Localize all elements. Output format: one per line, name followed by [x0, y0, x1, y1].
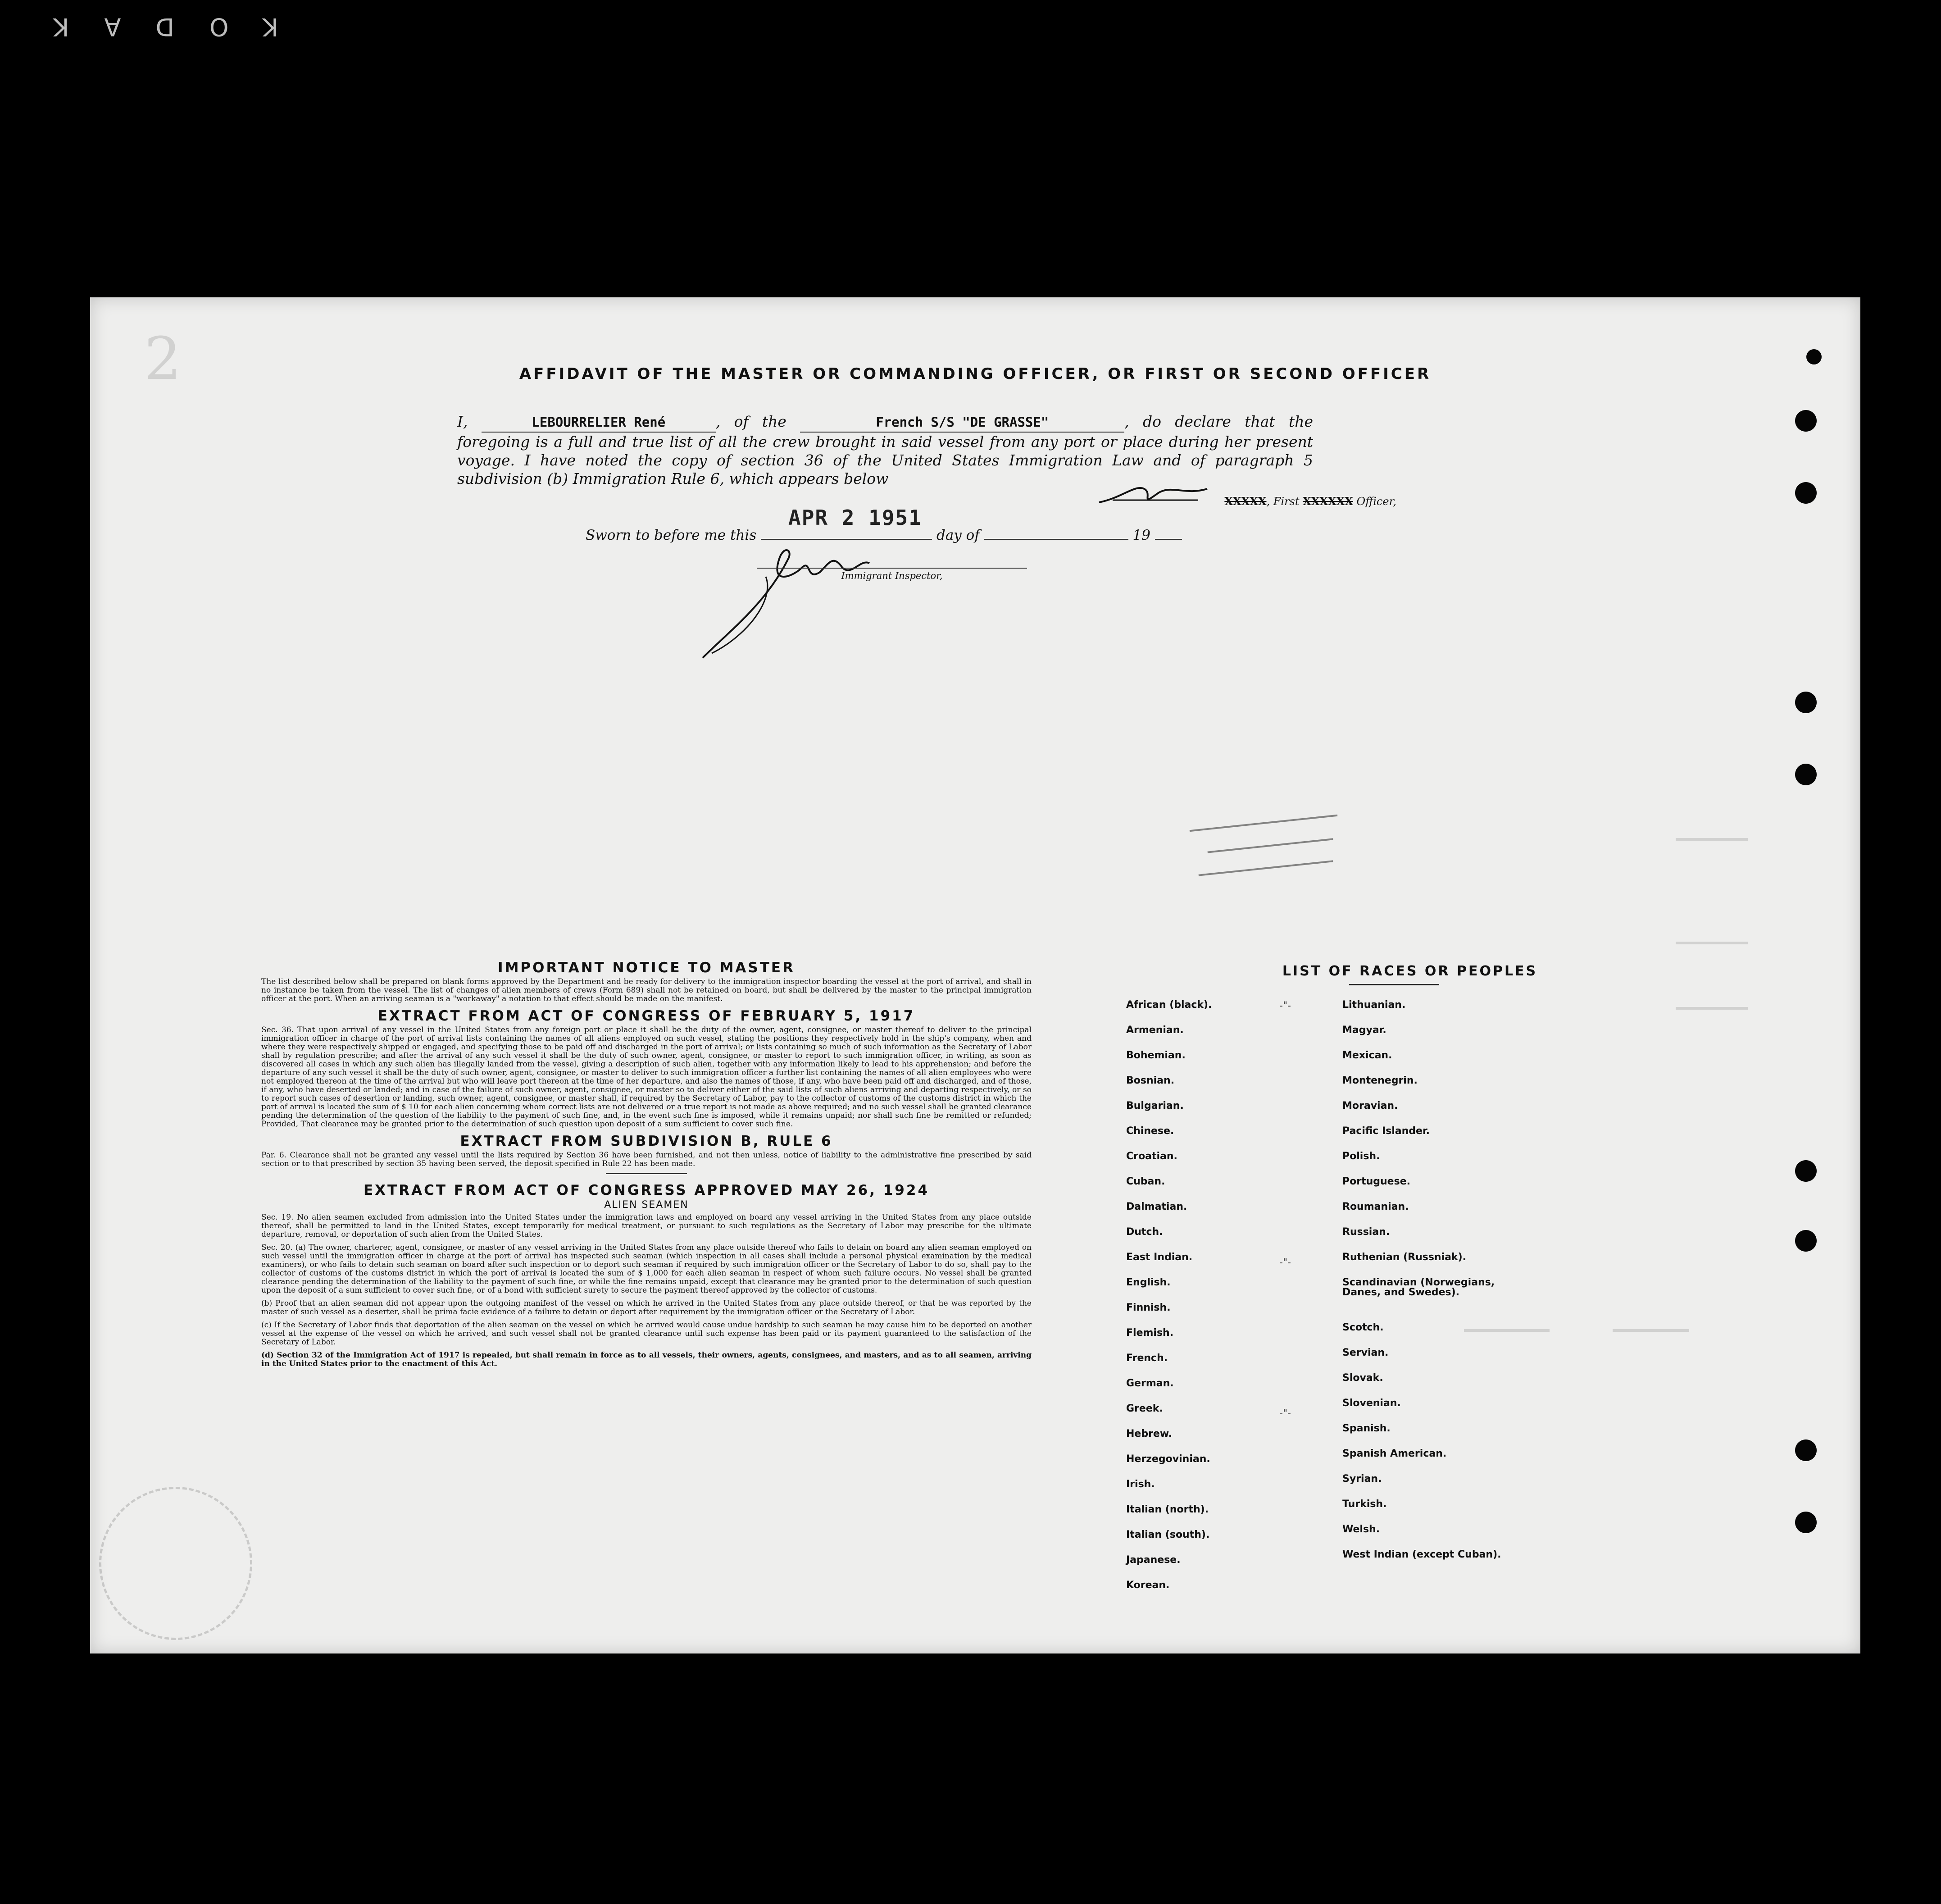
- struck-title-1: XXXXX: [1224, 495, 1267, 508]
- race-item: Dalmatian.: [1126, 1201, 1187, 1212]
- race-item: Slovenian.: [1342, 1398, 1401, 1409]
- ditto-mark: -"-: [1279, 1408, 1291, 1419]
- races-title: LIST OF RACES OR PEOPLES: [1282, 963, 1538, 979]
- race-item: African (black).: [1126, 999, 1212, 1011]
- race-item: Cuban.: [1126, 1176, 1165, 1187]
- race-item: Korean.: [1126, 1580, 1170, 1591]
- ditto-mark: -"-: [1279, 1257, 1291, 1268]
- punch-hole: [1795, 764, 1817, 785]
- race-item: Mexican.: [1342, 1050, 1392, 1061]
- race-item: Moravian.: [1342, 1100, 1398, 1111]
- extract-1917-title: EXTRACT FROM ACT OF CONGRESS OF FEBRUARY 5, 1917: [377, 1008, 915, 1024]
- race-item: Syrian.: [1342, 1473, 1382, 1485]
- race-item: Servian.: [1342, 1347, 1389, 1358]
- punch-hole: [1795, 1512, 1817, 1533]
- punch-hole: [1806, 349, 1822, 364]
- race-item: East Indian.: [1126, 1252, 1193, 1263]
- race-item: Croatian.: [1126, 1151, 1177, 1162]
- bleed-through-line: [1676, 1007, 1748, 1010]
- declaration-text: that the foregoing is a full and true list of all the crew brought in said vessel from any port or place during her present voyage. I have noted the copy of section 36 of the United States Immigration Law and of paragraph 5 subdivision (b) Immigration Rule 6, which appears below: [457, 413, 1313, 487]
- race-item: Bulgarian.: [1126, 1100, 1184, 1111]
- page-number: 2: [144, 324, 182, 393]
- race-item: Spanish.: [1342, 1423, 1391, 1434]
- film-edge-marking: KODAK: [18, 13, 278, 41]
- race-item: Magyar.: [1342, 1025, 1386, 1036]
- race-item: English.: [1126, 1277, 1171, 1288]
- extract-1924-paragraph: (c) If the Secretary of Labor finds that deportation of the alien seaman on the vessel on which he arrived would cause undue hardship to such seaman he may cause him to be deported on another vessel at the expense of the vessel on which he arrived, and such vessel shall not be granted clearance until such expense has been paid or its payment guaranteed to the satisfaction of the Secretary of Labor.: [261, 1321, 1032, 1347]
- extract-1924-paragraph: (d) Section 32 of the Immigration Act of 1917 is repealed, but shall remain in force as to all vessels, their owners, agents, consignees, and masters, and as to all seamen, arriving in the United States prior to the enactment of this Act.: [261, 1351, 1032, 1368]
- officer-title-line: [1126, 495, 1396, 508]
- date-stamp: APR 2 1951: [788, 506, 922, 530]
- extract-rule6-text: Par. 6. Clearance shall not be granted any vessel until the lists required by Section 36 have been furnished, and not then unless, notice of liability to the administrative fine prescribed by said section or to that prescribed by section 35 having been served, the deposit specified in Rule 22 has been made.: [261, 1151, 1032, 1168]
- sworn-year-prefix: 19: [1132, 527, 1150, 543]
- bleed-through-line: [1676, 838, 1748, 841]
- races-column-1: [1126, 1000, 1306, 1606]
- race-item: Italian (south).: [1126, 1529, 1210, 1540]
- sworn-text: Sworn to before me this: [586, 527, 757, 543]
- officer-suffix: Officer,: [1356, 495, 1396, 508]
- extract-1924-subtitle: ALIEN SEAMEN: [604, 1199, 689, 1211]
- race-item: Portuguese.: [1342, 1176, 1410, 1187]
- race-item: Japanese.: [1126, 1554, 1181, 1566]
- ditto-mark: -"-: [1279, 1000, 1291, 1011]
- race-item: German.: [1126, 1378, 1174, 1389]
- race-item: Bohemian.: [1126, 1050, 1186, 1061]
- race-item: French.: [1126, 1353, 1168, 1364]
- declaration-do-declare: , do declare: [1124, 413, 1231, 430]
- punch-hole: [1795, 1160, 1817, 1182]
- race-item: Hebrew.: [1126, 1428, 1173, 1439]
- manifest-sheet: [90, 297, 1860, 1653]
- race-item: Slovak.: [1342, 1372, 1383, 1384]
- punch-hole: [1795, 1439, 1817, 1461]
- embossed-seal: [99, 1487, 252, 1640]
- sworn-month-blank: [984, 539, 1128, 540]
- race-item: Scotch.: [1342, 1322, 1384, 1333]
- officer-name-field: LEBOURRELIER René: [482, 413, 716, 433]
- extract-1924-paragraph: Sec. 20. (a) The owner, charterer, agent, consignee, or master of any vessel arriving in the United States from any place outside thereof who fails to detain on board any alien seaman employed on such vessel until the immigration officer in charge at the port of arrival has inspected such seaman (which inspection in all cases shall include a personal physical examination by the medical examiners), or who fails to detain such seaman on board after such inspection or to deport such seaman if required by such immigration officer or the Secretary of Labor to do so, shall pay to the collector of customs of the customs district in which the port of arrival is located the sum of $ 1,000 for each alien seaman in respect of whom such failure occurs. No vessel shall be granted clearance pending the determination of the liability to the payment of such fine, or while the fine remains unpaid, except that clearance may be granted prior to the determination of such question upon the deposit of a sum sufficient to cover such fine, or of a bond with sufficient surety to secure the payment thereof approved by the collector of customs.: [261, 1243, 1032, 1295]
- sworn-year-blank: [1155, 539, 1182, 540]
- bleed-through-line: [1613, 1329, 1689, 1332]
- race-item: Herzegovinian.: [1126, 1453, 1210, 1465]
- extract-1924-paragraph: (b) Proof that an alien seaman did not appear upon the outgoing manifest of the vessel on which he arrived in the United States from any place outside thereof, or that he was reported by the master of such vessel as a deserter, shall be prima facie evidence of a failure to detain or deport after requirement by the immigration officer or the Secretary of Labor.: [261, 1299, 1032, 1316]
- race-item: Spanish American.: [1342, 1448, 1447, 1459]
- inspector-signature: [676, 532, 928, 667]
- section-divider: [606, 1173, 687, 1174]
- race-item: Finnish.: [1126, 1302, 1171, 1313]
- extract-1924-paragraph: Sec. 19. No alien seamen excluded from admission into the United States under the immigration laws and employed on board any vessel arriving in the United States from any place outside thereof, shall be permitted to land in the United States, except temporarily for medical treatment, or pursuant to such regulations as the Secretary of Labor may prescribe for the ultimate departure, removal, or deportation of such alien from the United States.: [261, 1213, 1032, 1239]
- race-item: Russian.: [1342, 1226, 1390, 1238]
- sworn-day-of: day of: [936, 527, 980, 543]
- declaration-of-the: , of the: [715, 413, 786, 430]
- race-item: Roumanian.: [1342, 1201, 1409, 1212]
- races-title-underline: [1349, 984, 1439, 985]
- race-item: Flemish.: [1126, 1327, 1174, 1339]
- race-item: Greek.: [1126, 1403, 1163, 1414]
- race-item: Turkish.: [1342, 1499, 1387, 1510]
- race-item: Polish.: [1342, 1151, 1380, 1162]
- punch-hole: [1795, 410, 1817, 432]
- races-column-2: [1342, 1000, 1505, 1575]
- race-item: West Indian (except Cuban).: [1342, 1549, 1501, 1560]
- pencil-scribble: [1190, 815, 1338, 832]
- punch-hole: [1795, 482, 1817, 504]
- race-item: Irish.: [1126, 1479, 1155, 1490]
- race-item: Dutch.: [1126, 1226, 1163, 1238]
- bleed-through-line: [1676, 942, 1748, 944]
- notice-text: The list described below shall be prepared on blank forms approved by the Department and be ready for delivery to the immigration inspector boarding the vessel at the port of arrival, and shall in no instance be taken from the vessel. The list of changes of alien members of crews (Form 689) shall not be retained on board, but shall be delivered by the master to the principal immigration officer at the port. When an arriving seaman is a "workaway" a notation to that effect should be made on the manifest.: [261, 977, 1032, 1003]
- race-item: Lithuanian.: [1342, 999, 1406, 1011]
- race-item: Scandinavian (Norwegians, Danes, and Swedes).: [1342, 1277, 1495, 1298]
- race-item: Ruthenian (Russniak).: [1342, 1252, 1467, 1263]
- race-item: Pacific Islander.: [1342, 1125, 1430, 1137]
- punch-hole: [1795, 1230, 1817, 1252]
- race-item: Bosnian.: [1126, 1075, 1175, 1086]
- race-item: Montenegrin.: [1342, 1075, 1418, 1086]
- inspector-label: Immigrant Inspector,: [757, 568, 1027, 581]
- race-item: Italian (north).: [1126, 1504, 1209, 1515]
- extract-1917-text: Sec. 36. That upon arrival of any vessel in the United States from any foreign port or place it shall be the duty of the owner, agent, consignee, or master thereof to deliver to the principal immigration officer in charge of the port of arrival lists containing the names of all aliens employed on such vessel, stating the positions they respectively hold in the ship's company, when and where they were respectively shipped or engaged, and specifying those to be paid off and discharged in the port of arrival; or lists containing so much of such information as the Secretary of Labor shall by regulation prescribe; and after the arrival of any such vessel it shall be the duty of such owner, agent, consignee, or master to report to such immigration officer, in writing, as soon as discovered all cases in which any such alien has illegally landed from the vessel, giving a description of such alien, together with any information likely to lead to his apprehension; and before the departure of any such vessel it shall be the duty of such owner, agent, consignee, or master to deliver to such immigration officer a further list containing the names of all alien employees who were not employed thereon at the time of the arrival but who will leave port thereon at the time of her departure, and also the names of those, if any, who have been paid off and discharged, and of those, if any, who have deserted or landed; and in case of the failure of such owner, agent, consignee, or master so to deliver either of the said lists of such aliens arriving and departing respectively, or so to report such cases of desertion or landing, such owner, agent, consignee, or master shall, if required by the Secretary of Labor, pay to the collector of customs of the customs district in which the port of arrival is located the sum of $ 10 for each alien concerning whom correct lists are not delivered or a true report is not made as above required; and no such vessel shall be granted clearance pending the determination of the question of the liability to the payment of such fine, and, in the event such fine is imposed, while it remains unpaid; nor shall such fine be remitted or refunded; Provided, That clearance may be granted prior to the determination of such question upon deposit of a sum sufficient to cover such fine.: [261, 1025, 1032, 1129]
- extract-1924-title: EXTRACT FROM ACT OF CONGRESS APPROVED MAY 26, 1924: [363, 1182, 930, 1198]
- race-item: Welsh.: [1342, 1524, 1380, 1535]
- pencil-scribble: [1208, 838, 1333, 853]
- race-item: Armenian.: [1126, 1025, 1184, 1036]
- affidavit-title: AFFIDAVIT OF THE MASTER OR COMMANDING OFFICER, OR FIRST OR SECOND OFFICER: [519, 365, 1432, 383]
- struck-title-2: XXXXXX: [1303, 495, 1353, 508]
- vessel-name-field: French S/S "DE GRASSE": [800, 413, 1124, 433]
- race-item: Chinese.: [1126, 1125, 1174, 1137]
- pencil-scribble: [1199, 860, 1333, 876]
- extract-rule6-title: EXTRACT FROM SUBDIVISION B, RULE 6: [460, 1133, 833, 1149]
- punch-hole: [1795, 692, 1817, 713]
- notice-title: IMPORTANT NOTICE TO MASTER: [498, 960, 795, 976]
- legal-text-column: [261, 960, 1032, 1373]
- declaration-i-label: I,: [457, 413, 468, 430]
- officer-first: , First: [1266, 495, 1300, 508]
